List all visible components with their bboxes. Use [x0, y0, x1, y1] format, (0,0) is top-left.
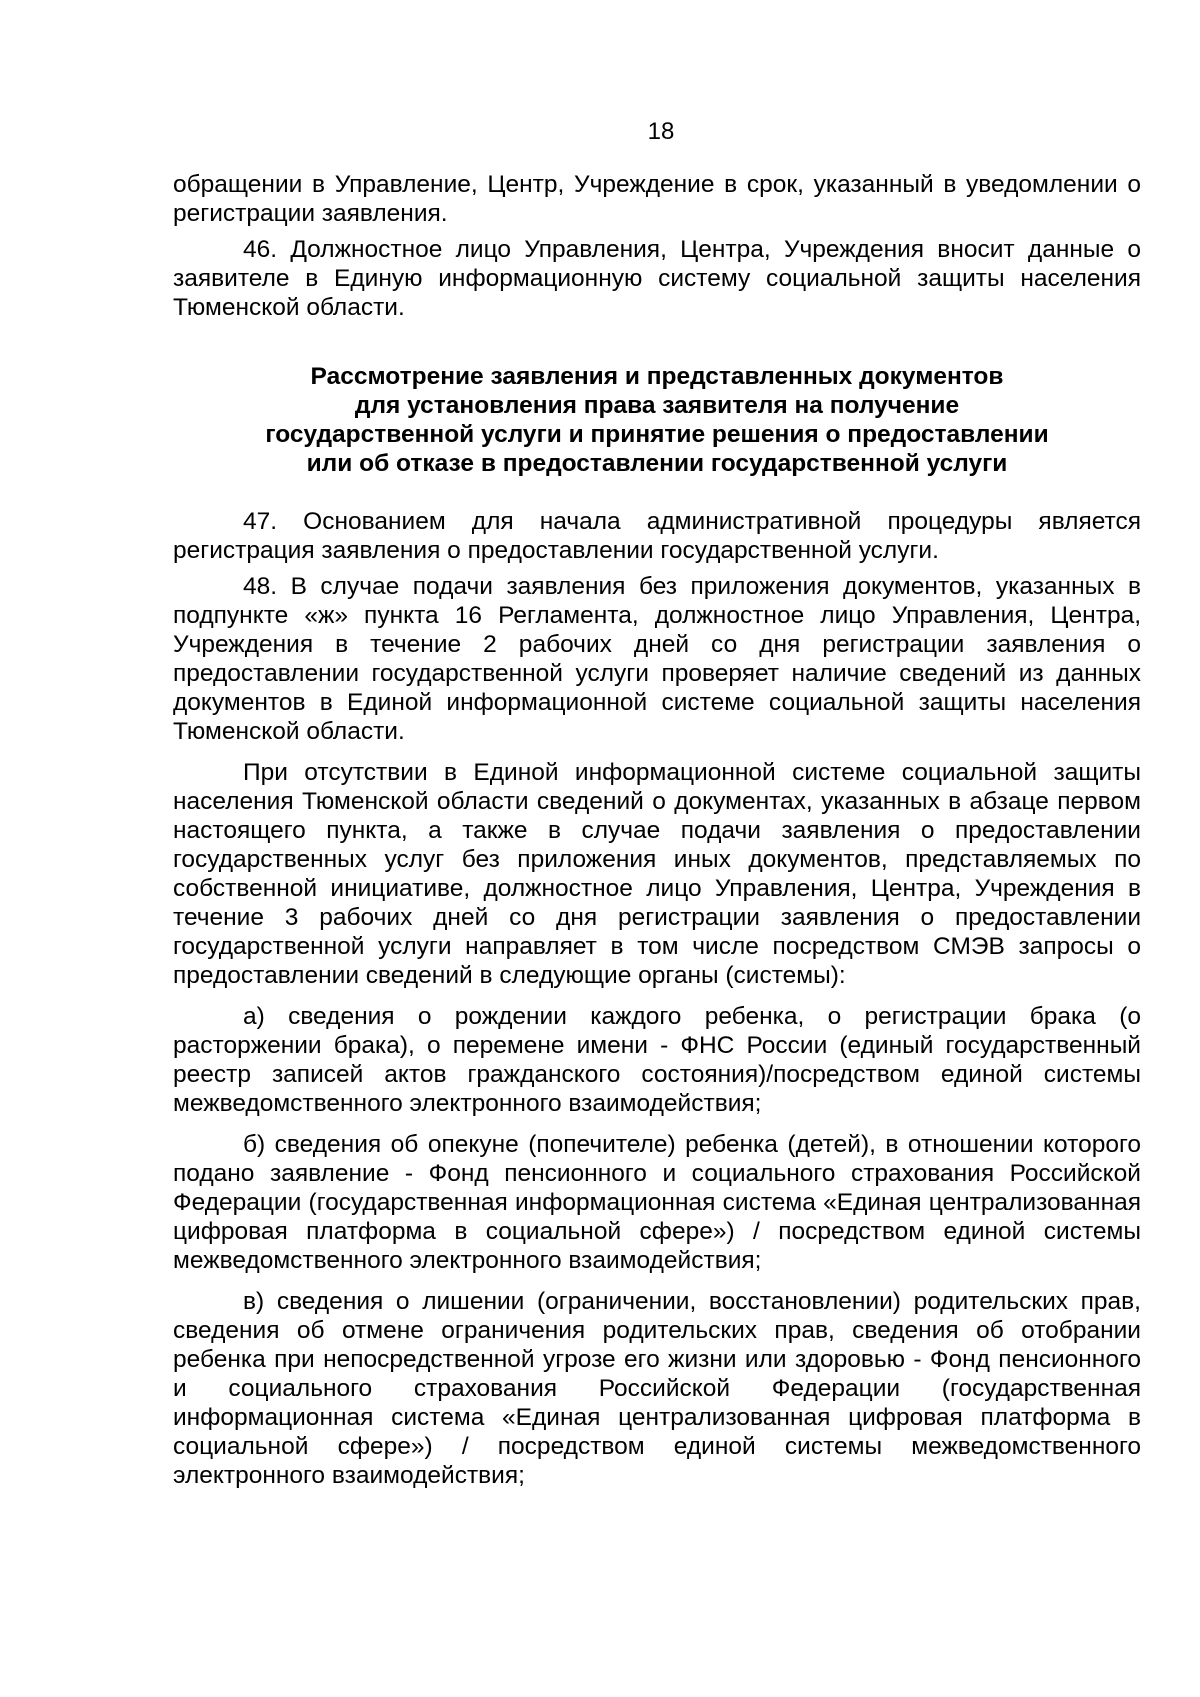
- section-title-line: или об отказе в предоставлении государственной услуги: [306, 450, 1008, 477]
- list-item-a: а) сведения о рождении каждого ребенка, о регистрации брака (о расторжении брака), о перемене имени - ФНС России (единый государственный реестр записей актов гражданского состояния)/посредством единой системы межведомственного электронного взаимодействия;: [173, 1003, 1141, 1117]
- paragraph-47: 47. Основанием для начала административной процедуры является регистрация заявления о предоставлении государственной услуги.: [173, 508, 1141, 564]
- list-item-b: б) сведения об опекуне (попечителе) ребенка (детей), в отношении которого подано заявление - Фонд пенсионного и социального страхования Российской Федерации (государственная информационная система «Единая централизованная цифровая платформа в социальной сфере») / посредством единой системы межведомственного электронного взаимодействия;: [173, 1131, 1141, 1274]
- section-title-line: для установления права заявителя на получение: [354, 392, 960, 419]
- section-title-line: государственной услуги и принятие решения о предоставлении: [265, 421, 1049, 448]
- paragraph-continuation: обращении в Управление, Центр, Учреждение в срок, указанный в уведомлении о регистрации заявления.: [173, 171, 1141, 227]
- section-title-line: Рассмотрение заявления и представленных документов: [310, 363, 1004, 390]
- paragraph-46: 46. Должностное лицо Управления, Центра, Учреждения вносит данные о заявителе в Единую информационную систему социальной защиты населения Тюменской области.: [173, 236, 1141, 321]
- section-title: [173, 362, 1141, 478]
- document-body: [173, 170, 1141, 1497]
- page-number: 18: [647, 118, 675, 145]
- paragraph-48-continued: При отсутствии в Единой информационной системе социальной защиты населения Тюменской области сведений о документах, указанных в абзаце первом настоящего пункта, а также в случае подачи заявления о предоставлении государственных услуг без приложения иных документов, представляемых по собственной инициативе, должностное лицо Управления, Центра, Учреждения в течение 3 рабочих дней со дня регистрации заявления о предоставлении государственной услуги направляет в том числе посредством СМЭВ запросы о предоставлении сведений в следующие органы (системы):: [173, 759, 1141, 989]
- paragraph-48: 48. В случае подачи заявления без приложения документов, указанных в подпункте «ж» пункта 16 Регламента, должностное лицо Управления, Центра, Учреждения в течение 2 рабочих дней со дня регистрации заявления о предоставлении государственной услуги проверяет наличие сведений из данных документов в Единой информационной системе социальной защиты населения Тюменской области.: [173, 573, 1141, 745]
- list-item-v: в) сведения о лишении (ограничении, восстановлении) родительских прав, сведения об отмене ограничения родительских прав, сведения об отобрании ребенка при непосредственной угрозе его жизни или здоровью - Фонд пенсионного и социального страхования Российской Федерации (государственная информационная система «Единая централизованная цифровая платформа в социальной сфере») / посредством единой системы межведомственного электронного взаимодействия;: [173, 1288, 1141, 1489]
